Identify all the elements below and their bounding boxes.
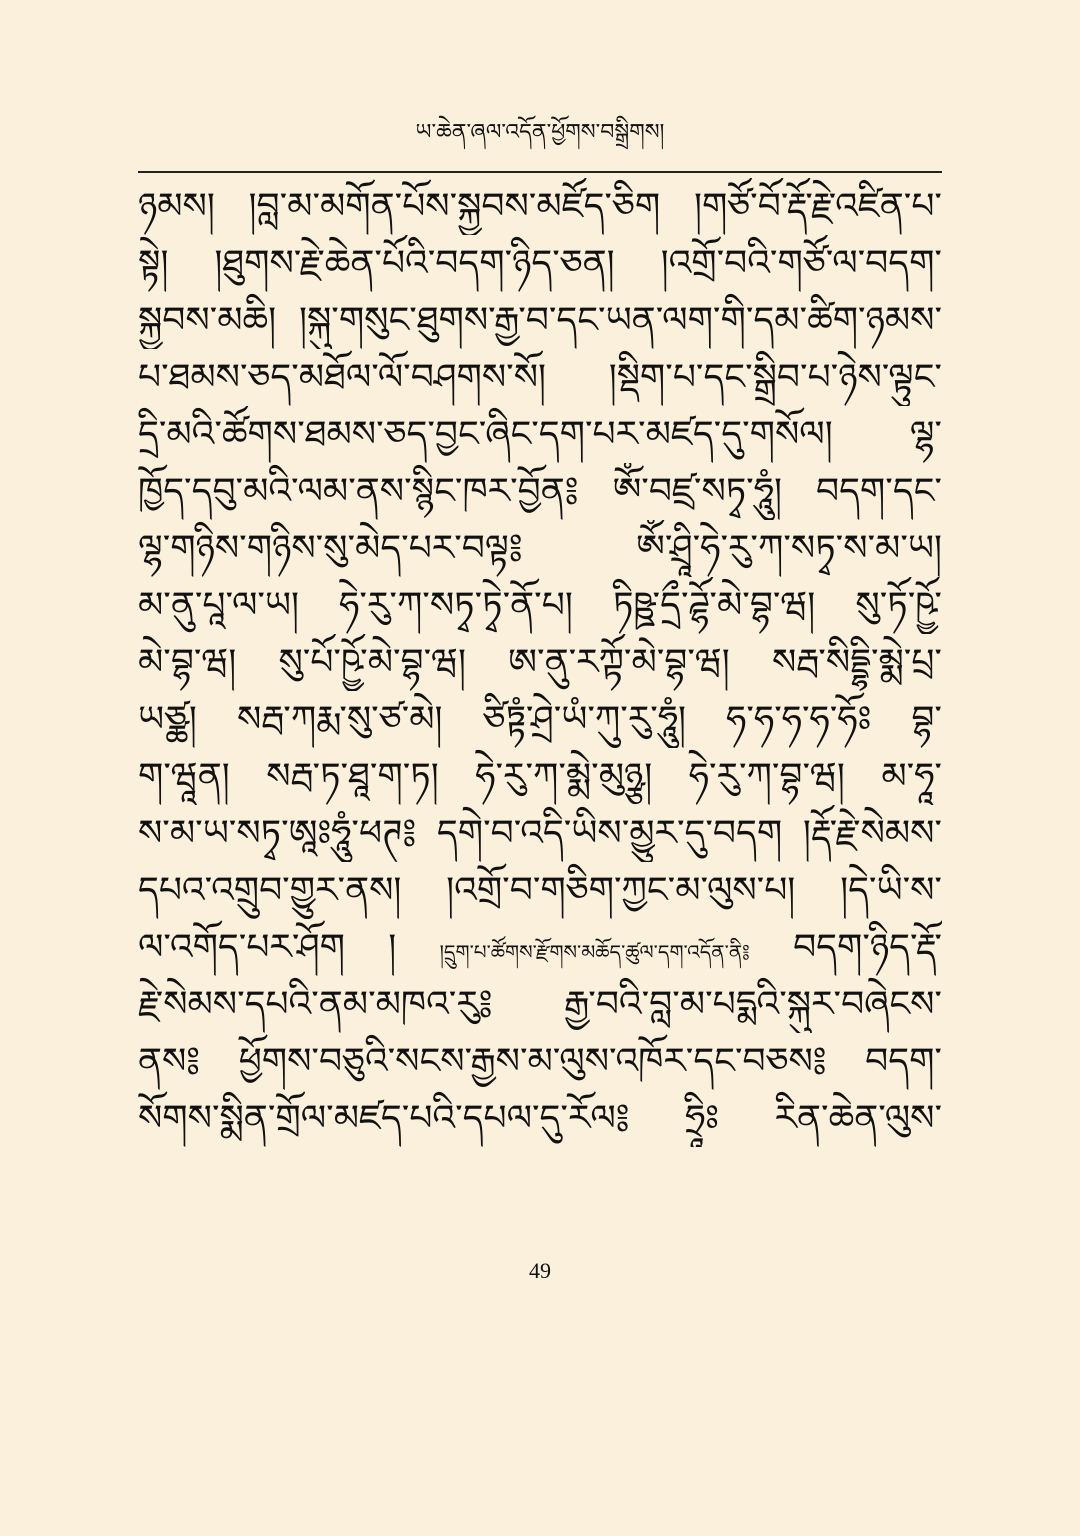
text-line: ལྷ་གཉིས་གཉིས་སུ་མེད་པར་བལྟ༔ ཨོཾ་ཤྲཱི་ཧེ་རུ་ཀ་སཏྭ་ས་མ་ཡ། — [138, 528, 942, 569]
running-title: ཡ་ཆེན་ཞལ་འདོན་ཕྱོགས་བསྒྲིགས། — [415, 120, 665, 145]
text-line: དཔའ་འགྲུབ་གྱུར་ནས། །འགྲོ་བ་གཅིག་ཀྱང་མ་ལུས་པ། །དེ་ཡི་ས་ — [138, 870, 942, 911]
line-start: ལ་འགོད་པར་ཤོག ། — [138, 927, 397, 968]
text-line: མ་ནུ་པཱ་ལ་ཡ། ཧེ་རུ་ཀ་སཏྭ་ཏྭེ་ནོ་པ། ཏིཥྛ་དྲྀ་ཌྷོ་མེ་བྷ་ཝ། སུ་ཏོ་ཥྱོ་ — [138, 585, 942, 626]
header-divider — [138, 171, 942, 173]
text-line: སོགས་སྨིན་གྲོལ་མཛད་པའི་དཔལ་དུ་རོལ༔ ཧྲཱིཿ རིན་ཆེན་ལུས་ — [138, 1098, 942, 1139]
text-line: པ་ཐམས་ཅད་མཐོལ་ལོ་བཤགས་སོ། །སྡིག་པ་དང་སྒྲིབ་པ་ཉེས་ལྟུང་ — [138, 357, 942, 398]
text-line: ཁྱོད་དབུ་མའི་ལམ་ནས་སྙིང་ཁར་བྱོན༔ ཨོཾ་བཛྲ་སཏྭ་ཧཱུཾ། བདག་དང་ — [138, 471, 942, 512]
text-line: སྐྱབས་མཆི། །སྐུ་གསུང་ཐུགས་རྒྱ་བ་དང་ཡན་ལག་གི་དམ་ཚིག་ཉམས་ — [138, 300, 942, 341]
text-line: ཡཙྪ། སརྦ་ཀརྨ་སུ་ཙ་མེ། ཙིཏྟཾ་ཤྲེ་ཡཾ་ཀུ་རུ་ཧཱུཾ། ཧ་ཧ་ཧ་ཧ་ཧོཿ བྷ་ — [138, 699, 942, 740]
text-line: རྗེ་སེམས་དཔའི་ནམ་མཁའ་རུ༔ རྒྱ་བའི་བླ་མ་པདྨའི་སྐུར་བཞེངས་ — [138, 984, 942, 1025]
text-line: ནས༔ ཕྱོགས་བཅུའི་སངས་རྒྱས་མ་ལུས་འཁོར་དང་བཅས༔ བདག་ — [138, 1041, 942, 1082]
text-line: མེ་བྷ་ཝ། སུ་པོ་ཥྱོ་མེ་བྷ་ཝ། ཨ་ནུ་རཀྟོ་མེ་བྷ་ཝ། སརྦ་སིདྡྷི་མྨེ་པྲ་ — [138, 642, 942, 683]
text-line-with-note — [138, 919, 942, 976]
text-line: དྲི་མའི་ཚོགས་ཐམས་ཅད་བྱང་ཞིང་དག་པར་མཛད་དུ་གསོལ། ལྷ་ — [138, 414, 942, 455]
section-note: །དྲུག་པ་ཚོགས་རྫོགས་མཆོད་ཚུལ་དག་འདོན་ནི༔ — [439, 940, 750, 964]
page-number: 49 — [529, 1258, 551, 1283]
body-text — [138, 178, 942, 1147]
text-line: སྟེ། །ཐུགས་རྗེ་ཆེན་པོའི་བདག་ཉིད་ཅན། །འགྲོ་བའི་གཙོ་ལ་བདག་ — [138, 243, 942, 284]
running-header — [138, 110, 942, 166]
text-line: ག་ཝཱན། སརྦ་ཏ་ཐཱ་ག་ཏ། ཧེ་རུ་ཀ་མྨེ་མུཉྩ། ཧེ་རུ་ཀ་བྷ་ཝ། མ་ཧཱ་ — [138, 756, 942, 797]
text-line: ཉམས། །བླ་མ་མགོན་པོས་སྐྱབས་མཛོད་ཅིག །གཙོ་བོ་རྡོ་རྗེ་འཛིན་པ་ — [138, 186, 942, 227]
text-line: ས་མ་ཡ་སཏྭ་ཨཱཿཧཱུཾ་ཕཊ༔ དགེ་བ་འདི་ཡིས་མྱུར་དུ་བདག །རྡོ་རྗེ་སེམས་ — [138, 813, 942, 854]
line-tail: བདག་ཉིད་རྡོ་ — [793, 927, 942, 968]
